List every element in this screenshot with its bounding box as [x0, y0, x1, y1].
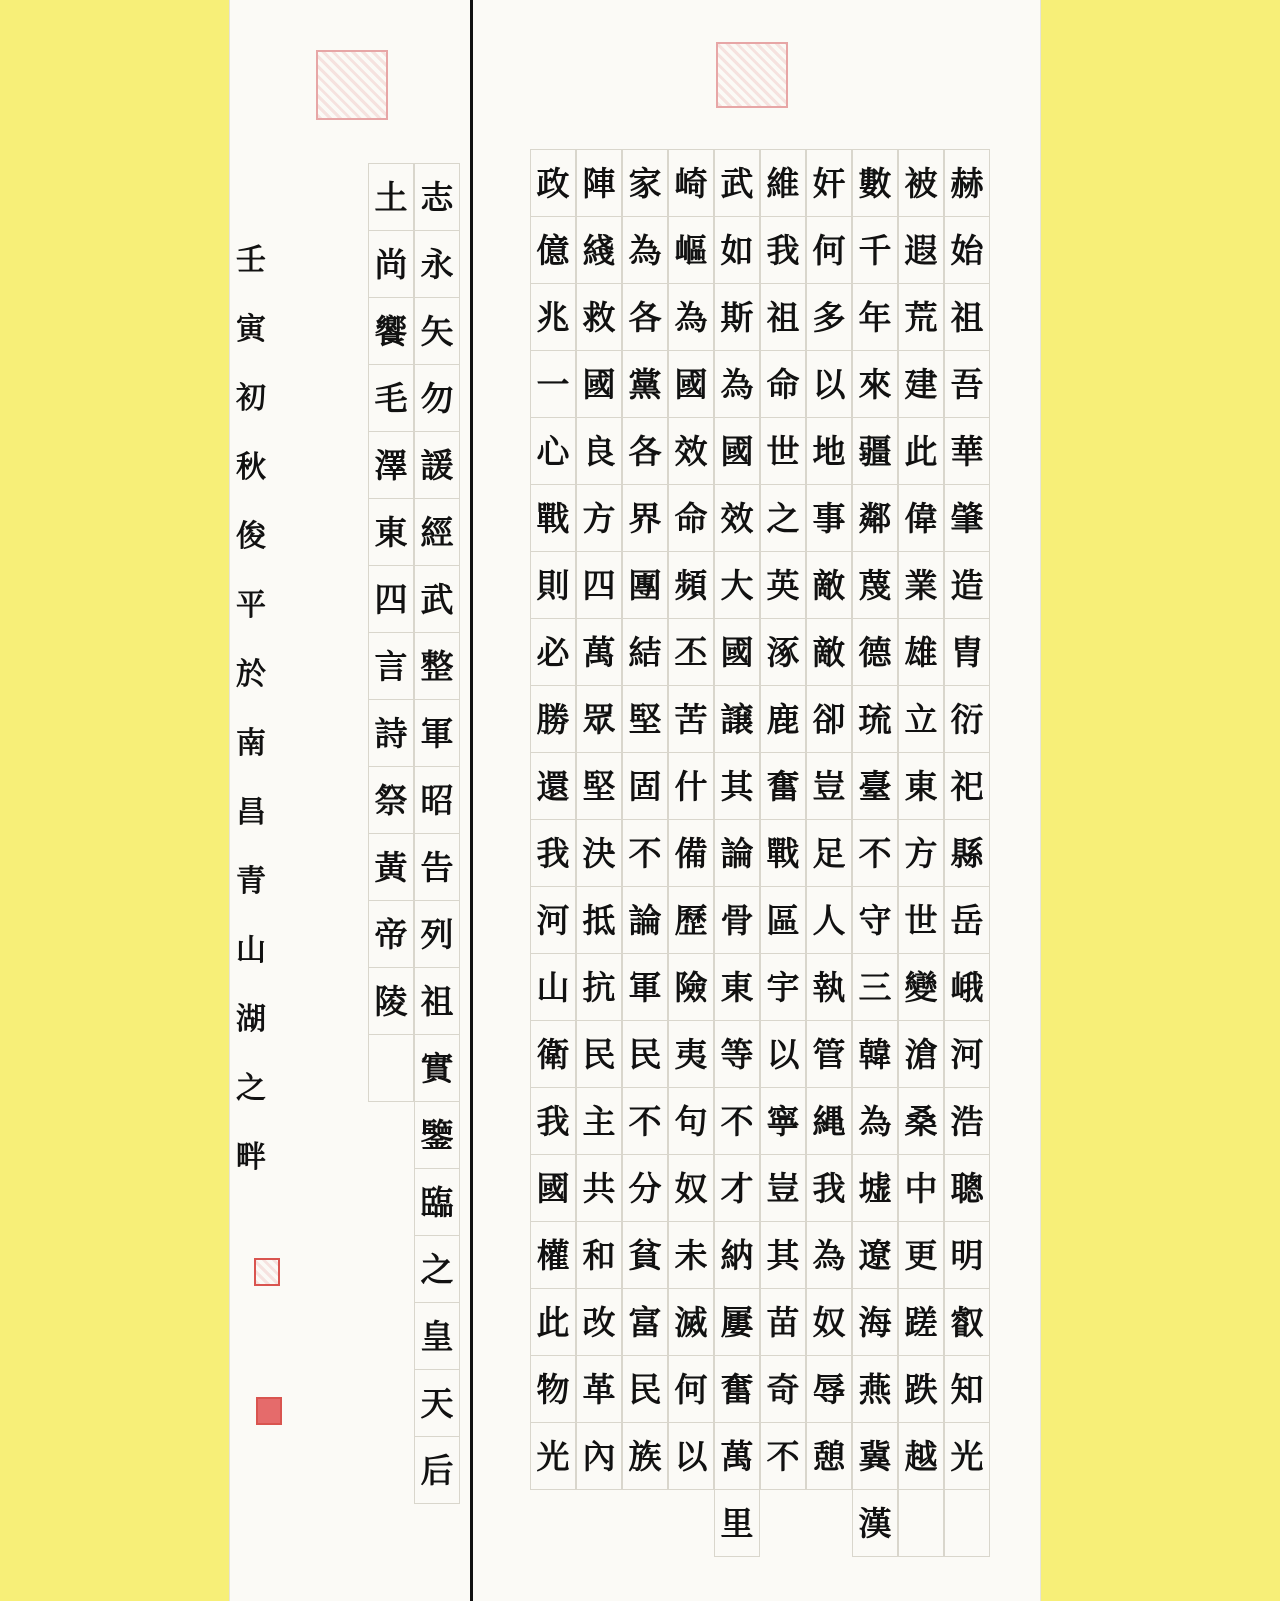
main-char: 墟	[852, 1154, 898, 1222]
main-char: 夷	[668, 1020, 714, 1088]
main-char: 頻	[668, 551, 714, 619]
main-char: 戰	[530, 484, 576, 552]
main-char: 不	[760, 1422, 806, 1490]
main-char: 備	[668, 819, 714, 887]
main-char: 變	[898, 953, 944, 1021]
main-char: 建	[898, 350, 944, 418]
stanza-char: 祖	[414, 967, 460, 1035]
main-char: 民	[622, 1020, 668, 1088]
main-char: 固	[622, 752, 668, 820]
main-char: 國	[714, 417, 760, 485]
stanza-char: 志	[414, 163, 460, 231]
main-char: 效	[714, 484, 760, 552]
seal-small-1	[254, 1258, 280, 1286]
main-char: 命	[760, 350, 806, 418]
main-char: 堅	[576, 752, 622, 820]
main-char: 祖	[760, 283, 806, 351]
main-char: 蹉	[898, 1288, 944, 1356]
main-char: 知	[944, 1355, 990, 1423]
main-char: 奮	[714, 1355, 760, 1423]
main-char: 燕	[852, 1355, 898, 1423]
stanza-char: 尚	[368, 230, 414, 298]
main-char: 內	[576, 1422, 622, 1490]
main-char: 足	[806, 819, 852, 887]
main-char: 一	[530, 350, 576, 418]
main-char: 以	[668, 1422, 714, 1490]
main-char: 華	[944, 417, 990, 485]
main-char: 貧	[622, 1221, 668, 1289]
main-char: 為	[714, 350, 760, 418]
main-char: 峨	[944, 953, 990, 1021]
main-char: 臺	[852, 752, 898, 820]
main-char: 更	[898, 1221, 944, 1289]
main-char: 方	[576, 484, 622, 552]
sig-char: 山	[236, 933, 266, 968]
main-char: 命	[668, 484, 714, 552]
main-char: 團	[622, 551, 668, 619]
main-char: 卻	[806, 685, 852, 753]
main-char: 戰	[760, 819, 806, 887]
sig-char: 南	[236, 726, 266, 761]
stanza-char: 昭	[414, 766, 460, 834]
main-char: 地	[806, 417, 852, 485]
main-char: 什	[668, 752, 714, 820]
main-char: 兆	[530, 283, 576, 351]
main-char: 辱	[806, 1355, 852, 1423]
main-char: 眾	[576, 685, 622, 753]
main-char: 奮	[760, 752, 806, 820]
main-char: 險	[668, 953, 714, 1021]
main-char: 縄	[806, 1087, 852, 1155]
main-char: 祖	[944, 283, 990, 351]
main-char: 叡	[944, 1288, 990, 1356]
main-char: 跌	[898, 1355, 944, 1423]
main-char: 不	[852, 819, 898, 887]
main-char: 還	[530, 752, 576, 820]
main-char: 雄	[898, 618, 944, 686]
stanza-char: 陵	[368, 967, 414, 1035]
main-char: 人	[806, 886, 852, 954]
main-char: 滄	[898, 1020, 944, 1088]
stanza-char: 皇	[414, 1302, 460, 1370]
main-char: 以	[806, 350, 852, 418]
stanza-char: 矢	[414, 297, 460, 365]
stanza-char: 武	[414, 565, 460, 633]
main-char: 物	[530, 1355, 576, 1423]
stanza-char: 之	[414, 1235, 460, 1303]
main-char: 守	[852, 886, 898, 954]
main-char: 其	[760, 1221, 806, 1289]
seal-top-right	[716, 42, 788, 108]
sig-char: 畔	[236, 1140, 266, 1175]
main-char: 抵	[576, 886, 622, 954]
main-char: 聰	[944, 1154, 990, 1222]
main-char: 各	[622, 417, 668, 485]
main-char: 國	[668, 350, 714, 418]
main-char: 革	[576, 1355, 622, 1423]
main-char: 大	[714, 551, 760, 619]
main-char: 奸	[806, 149, 852, 217]
main-char: 東	[714, 953, 760, 1021]
stanza-char: 實	[414, 1034, 460, 1102]
main-char: 抗	[576, 953, 622, 1021]
main-char: 譲	[714, 685, 760, 753]
main-char: 效	[668, 417, 714, 485]
main-char: 萬	[714, 1422, 760, 1490]
main-char: 三	[852, 953, 898, 1021]
main-char: 荒	[898, 283, 944, 351]
main-char: 被	[898, 149, 944, 217]
main-char: 造	[944, 551, 990, 619]
stanza-char: 黃	[368, 833, 414, 901]
main-char: 浩	[944, 1087, 990, 1155]
signature-column	[228, 226, 274, 1192]
sig-char: 之	[236, 1071, 266, 1106]
main-char: 以	[760, 1020, 806, 1088]
main-char: 山	[530, 953, 576, 1021]
sig-char: 於	[236, 657, 266, 692]
main-char: 心	[530, 417, 576, 485]
main-char: 韓	[852, 1020, 898, 1088]
main-char: 執	[806, 953, 852, 1021]
stanza-char: 東	[368, 498, 414, 566]
main-char	[898, 1489, 944, 1557]
main-char: 軍	[622, 953, 668, 1021]
main-char: 和	[576, 1221, 622, 1289]
main-char: 良	[576, 417, 622, 485]
main-char: 權	[530, 1221, 576, 1289]
seal-top-left	[316, 50, 388, 120]
main-column-10	[530, 150, 576, 1490]
main-char: 則	[530, 551, 576, 619]
seal-small-2	[256, 1397, 282, 1425]
main-char: 管	[806, 1020, 852, 1088]
main-char: 如	[714, 216, 760, 284]
main-char: 何	[806, 216, 852, 284]
sig-char: 俊	[236, 519, 266, 554]
main-char: 光	[944, 1422, 990, 1490]
main-char: 苦	[668, 685, 714, 753]
main-char: 鹿	[760, 685, 806, 753]
stanza-char: 帝	[368, 900, 414, 968]
main-char: 業	[898, 551, 944, 619]
main-column-7	[668, 150, 714, 1490]
main-char: 斯	[714, 283, 760, 351]
main-char: 主	[576, 1087, 622, 1155]
main-char: 奴	[668, 1154, 714, 1222]
main-char: 不	[622, 819, 668, 887]
main-char: 河	[944, 1020, 990, 1088]
main-char: 縣	[944, 819, 990, 887]
main-char: 遼	[852, 1221, 898, 1289]
main-char: 偉	[898, 484, 944, 552]
main-char: 遐	[898, 216, 944, 284]
main-char: 桑	[898, 1087, 944, 1155]
stanza-char: 告	[414, 833, 460, 901]
main-char: 吾	[944, 350, 990, 418]
main-column-6	[714, 150, 760, 1557]
main-char: 中	[898, 1154, 944, 1222]
main-char: 民	[576, 1020, 622, 1088]
main-char: 民	[622, 1355, 668, 1423]
main-char: 敵	[806, 551, 852, 619]
stanza-char: 饗	[368, 297, 414, 365]
main-char: 立	[898, 685, 944, 753]
main-char: 共	[576, 1154, 622, 1222]
scroll-divider	[470, 0, 473, 1601]
main-char: 骨	[714, 886, 760, 954]
main-char: 豈	[760, 1154, 806, 1222]
main-char: 何	[668, 1355, 714, 1423]
main-char: 蔑	[852, 551, 898, 619]
main-char: 疆	[852, 417, 898, 485]
sig-char: 昌	[236, 795, 266, 830]
main-char: 肇	[944, 484, 990, 552]
main-char: 赫	[944, 149, 990, 217]
stanza-column-1	[414, 164, 460, 1504]
stanza-char: 鑒	[414, 1101, 460, 1169]
main-char: 堅	[622, 685, 668, 753]
main-char: 論	[622, 886, 668, 954]
stanza-char: 祭	[368, 766, 414, 834]
main-char: 之	[760, 484, 806, 552]
main-char: 其	[714, 752, 760, 820]
main-char: 河	[530, 886, 576, 954]
stanza-char: 后	[414, 1436, 460, 1504]
main-char: 綫	[576, 216, 622, 284]
main-char: 屢	[714, 1288, 760, 1356]
main-char: 此	[898, 417, 944, 485]
main-char: 岳	[944, 886, 990, 954]
main-char: 勝	[530, 685, 576, 753]
main-char: 為	[622, 216, 668, 284]
stanza-char: 臨	[414, 1168, 460, 1236]
main-char: 界	[622, 484, 668, 552]
main-char: 多	[806, 283, 852, 351]
main-char: 寧	[760, 1087, 806, 1155]
main-char: 歷	[668, 886, 714, 954]
main-column-8	[622, 150, 668, 1490]
main-char: 東	[898, 752, 944, 820]
main-char: 才	[714, 1154, 760, 1222]
main-char: 為	[668, 283, 714, 351]
main-char: 此	[530, 1288, 576, 1356]
main-char: 我	[530, 1087, 576, 1155]
sig-char: 寅	[236, 312, 266, 347]
main-char: 未	[668, 1221, 714, 1289]
main-char: 富	[622, 1288, 668, 1356]
main-char: 為	[806, 1221, 852, 1289]
main-char: 丕	[668, 618, 714, 686]
main-char: 我	[530, 819, 576, 887]
main-char	[944, 1489, 990, 1557]
sig-char: 初	[236, 381, 266, 416]
stanza-char: 土	[368, 163, 414, 231]
main-column-2	[898, 150, 944, 1557]
main-char: 里	[714, 1489, 760, 1557]
main-char: 結	[622, 618, 668, 686]
stanza-char: 澤	[368, 431, 414, 499]
main-char: 改	[576, 1288, 622, 1356]
main-char: 國	[530, 1154, 576, 1222]
sig-char: 壬	[236, 243, 266, 278]
main-char: 區	[760, 886, 806, 954]
main-char: 奴	[806, 1288, 852, 1356]
main-char: 冀	[852, 1422, 898, 1490]
main-char: 國	[714, 618, 760, 686]
stanza-char: 天	[414, 1369, 460, 1437]
stanza-char: 諼	[414, 431, 460, 499]
main-char: 萬	[576, 618, 622, 686]
main-char: 衛	[530, 1020, 576, 1088]
main-char: 我	[760, 216, 806, 284]
main-char: 世	[898, 886, 944, 954]
main-column-1	[944, 150, 990, 1557]
main-char: 家	[622, 149, 668, 217]
main-char: 事	[806, 484, 852, 552]
main-char: 豈	[806, 752, 852, 820]
sig-char: 秋	[236, 450, 266, 485]
main-char: 漢	[852, 1489, 898, 1557]
sig-char: 青	[236, 864, 266, 899]
main-char: 億	[530, 216, 576, 284]
main-char: 千	[852, 216, 898, 284]
stanza-char: 勿	[414, 364, 460, 432]
main-char: 黨	[622, 350, 668, 418]
main-char: 納	[714, 1221, 760, 1289]
sig-char: 平	[236, 588, 266, 623]
main-char: 來	[852, 350, 898, 418]
main-char: 世	[760, 417, 806, 485]
main-char: 胄	[944, 618, 990, 686]
main-char: 海	[852, 1288, 898, 1356]
main-char: 嶇	[668, 216, 714, 284]
main-char: 涿	[760, 618, 806, 686]
sig-char: 湖	[236, 1002, 266, 1037]
stanza-char: 經	[414, 498, 460, 566]
main-char: 各	[622, 283, 668, 351]
stanza-char: 列	[414, 900, 460, 968]
main-char: 宇	[760, 953, 806, 1021]
main-char: 決	[576, 819, 622, 887]
main-char: 陣	[576, 149, 622, 217]
main-char: 數	[852, 149, 898, 217]
stanza-char: 永	[414, 230, 460, 298]
main-char: 句	[668, 1087, 714, 1155]
main-char: 為	[852, 1087, 898, 1155]
main-column-3	[852, 150, 898, 1557]
main-char: 始	[944, 216, 990, 284]
main-char: 崎	[668, 149, 714, 217]
main-char: 祀	[944, 752, 990, 820]
main-char: 維	[760, 149, 806, 217]
main-column-5	[760, 150, 806, 1490]
main-char: 敵	[806, 618, 852, 686]
main-char: 明	[944, 1221, 990, 1289]
stanza-char: 四	[368, 565, 414, 633]
main-char: 救	[576, 283, 622, 351]
stanza-char: 詩	[368, 699, 414, 767]
main-char: 衍	[944, 685, 990, 753]
main-column-9	[576, 150, 622, 1490]
main-char: 年	[852, 283, 898, 351]
main-char: 國	[576, 350, 622, 418]
main-char: 四	[576, 551, 622, 619]
main-char: 政	[530, 149, 576, 217]
main-char: 滅	[668, 1288, 714, 1356]
main-char: 越	[898, 1422, 944, 1490]
main-char: 憩	[806, 1422, 852, 1490]
main-char: 我	[806, 1154, 852, 1222]
main-char: 苗	[760, 1288, 806, 1356]
main-char: 方	[898, 819, 944, 887]
main-char: 論	[714, 819, 760, 887]
stanza-char: 毛	[368, 364, 414, 432]
main-char: 必	[530, 618, 576, 686]
main-char: 鄰	[852, 484, 898, 552]
main-char: 不	[622, 1087, 668, 1155]
main-char: 琉	[852, 685, 898, 753]
main-char: 奇	[760, 1355, 806, 1423]
stanza-column-2	[368, 164, 414, 1102]
main-char: 族	[622, 1422, 668, 1490]
main-char: 武	[714, 149, 760, 217]
main-char: 分	[622, 1154, 668, 1222]
main-char: 不	[714, 1087, 760, 1155]
stanza-char: 整	[414, 632, 460, 700]
stanza-char: 言	[368, 632, 414, 700]
main-char: 德	[852, 618, 898, 686]
stanza-char	[368, 1034, 414, 1102]
main-char: 等	[714, 1020, 760, 1088]
main-char: 光	[530, 1422, 576, 1490]
main-column-4	[806, 150, 852, 1490]
stanza-char: 軍	[414, 699, 460, 767]
main-char: 英	[760, 551, 806, 619]
